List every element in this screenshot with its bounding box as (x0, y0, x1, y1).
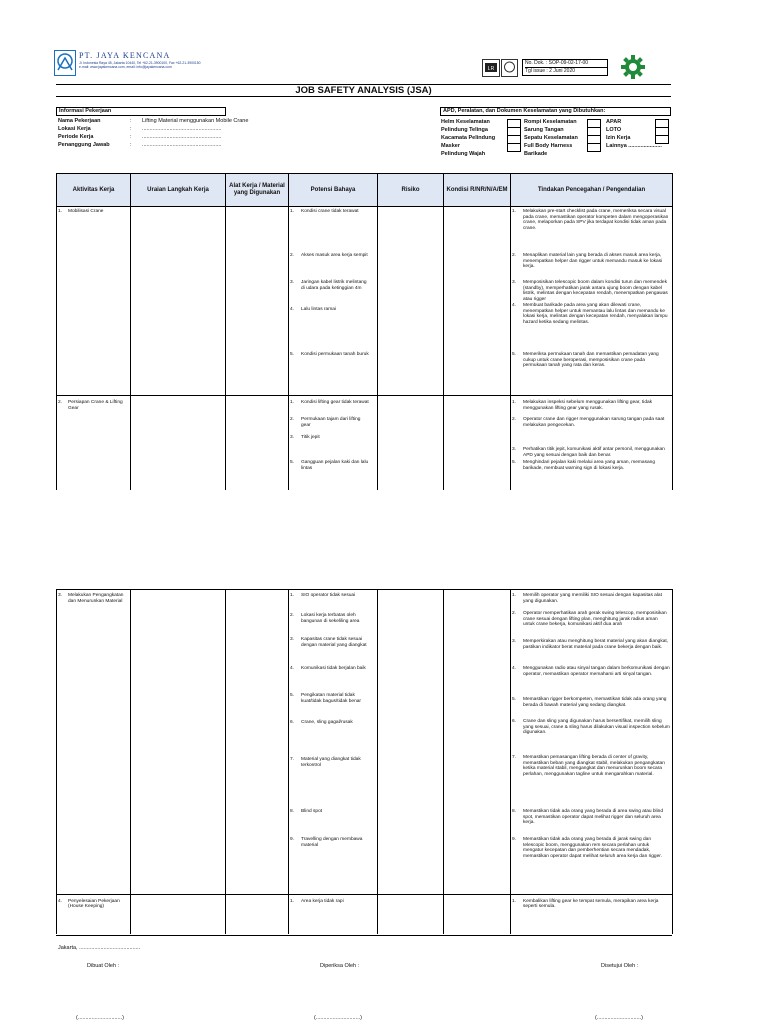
address-line-2: e-mail: www.jayakencana.com, email: info@jayakencana.com (79, 65, 172, 70)
apd-item: Lainnya ...................... (606, 143, 662, 149)
jsa-table-bottom: 3. Melakukan Pengangkatan dan Menurunkan Material 1. SIO operator tidak sesuai 2. Lokasi kerja terbatas oleh bangunan di sekeliling area 3. Kapasitas crane tidak sesuai dengan material yang diangkat 4. Komunikasi tidak berjalan baik 5. Pengikatan material tidak kuat/tidak bagus/tidak benar 6. Crane, sling gagal/rusak 7. Material yang diangkat tidak terkontrol 8. Blind spot 9. Travelling dengan membawa material 1. Memilih operator yang memiliki SIO sesuai dengan kapasitas alat yang digunakan. 2. Operator memperhatikan arah gerak swing telescop, memposisikan crane sesuai dengan lifting plan, menghitung jarak radius aman untuk crane bekerja, komunikasi aktif dua arah 3. Memperkirakan atau menghitung berat material yang akan diangkat, pastikan indikator berat material pada crane bekerja dengan baik. 4. Menggunakan radio atau sinyal tangan dalam berkomunikasi dengan operator, memastikan operator memahami arti sinyal tangan. 5. Memastikan rigger berkompeten, memastikan tidak ada orang yang berada di bawah material yang sedang diangkat. 6. Crane dan sling yang digunakan harus bersertifikat, memilih sling yang sesuai, crane & sling harus dilakukan visual inspection sebelum digunakan. 7. Memastikan pemasangan lifting berada di center of gravity, memastikan beban yang diangkat stabil, melakukan pengangkatan ketika material stabil, mengangkat dan menurunkan boom secara perlahan, menggunakan tagline untuk mengarahkan material. 8. Memastikan tidak ada orang yang berada di area swing atau blind spot, memastikan operator dapat melihat rigger dan seluruh area kerja. 9. Memastikan tidak ada orang yang berada di jarak swing dan telescopic boom, menggunakan rem secara perlahan untuk mengatur kecepatan dan pemberhentian secara mendadak, memastikan operator dapat melihat seluruh area kerja dan rigger. 4. Penyelesaian Pekerjaan (House Keeping) 1. Area kerja tidak rapi 1. Kembalikan lifting gear ke tempat semula, merapikan area kerja seperti semula. (56, 589, 673, 934)
info-value: Lifting Material menggunakan Mobile Crane (142, 118, 249, 124)
info-row (58, 134, 298, 142)
title-bar (56, 84, 671, 97)
approved-by-label: Disetujui Oleh : (601, 963, 639, 969)
col-header-risk: Risiko (378, 174, 444, 207)
info-value: .................................................... (142, 142, 222, 148)
signature-line: (.............................) (76, 1015, 124, 1021)
iso-badges (482, 59, 518, 77)
apd-item: Kacamata Pelindung (441, 135, 496, 141)
info-row (58, 118, 298, 126)
info-label: Periode Kerja (58, 134, 94, 140)
row-divider (56, 935, 672, 936)
page-title: JOB SAFETY ANALYSIS (JSA) (295, 85, 432, 96)
doc-issue-date: Tgl issue : 2 Juni 2020 (525, 67, 607, 75)
info-heading: Informasi Pekerjaan (56, 107, 226, 116)
place-date: Jakarta, ........................................ (58, 945, 141, 951)
apd-list (441, 119, 673, 165)
info-value: .................................................... (142, 126, 222, 132)
apd-item: Rompi Keselamatan (524, 119, 577, 125)
apd-item: APAR (606, 119, 622, 125)
doc-number: No. Dok. : SOP-09-02-17-00 (525, 60, 589, 66)
company-address (79, 61, 279, 70)
col-header-steps: Uraian Langkah Kerja (131, 174, 226, 207)
col-header-condition: Kondisi R/NR/N/A/EM (444, 174, 511, 207)
apd-item: Barikade (524, 151, 548, 157)
info-label: Nama Pekerjaan (58, 118, 101, 124)
info-row (58, 126, 298, 134)
made-by-label: Dibuat Oleh : (87, 963, 120, 969)
company-logo (54, 50, 76, 76)
apd-item: Pelindung Telinga (441, 127, 488, 133)
doc-info-box (522, 59, 608, 76)
gear-logo-icon (621, 55, 645, 79)
checked-by-label: Diperiksa Oleh : (320, 963, 360, 969)
info-colon: : (130, 142, 132, 148)
apd-checkbox[interactable] (507, 143, 521, 152)
apd-item: Sepatu Keselamatan (524, 135, 578, 141)
info-label: Lokasi Kerja (58, 126, 91, 132)
apd-item: Sarung Tangan (524, 127, 564, 133)
address-line-1: Jl. Indonesia Raya 45, Jakarta 10440, Tel +62-21-3900100, Fax +62-21-3900150 (79, 61, 201, 65)
jsa-table-top: Aktivitas Kerja Uraian Langkah Kerja Alat Kerja / Material yang Digunakan Potensi Bahaya Risiko Kondisi R/NR/N/A/EM Tindakan Pencegahan / Pengendalian 1. Mobilisasi Crane 2. Persiapan Crane & Lifting Gear 1. Kondisi crane tidak terawat 2. Akses masuk area kerja sempit 3. Jaringan kabel listrik melintang di udara pada ketinggian 4m 4. Lalu lintas ramai 5. Kondisi permukaan tanah buruk 1. Kondisi lifting gear tidak terawat 2. Permukaan tajam dari lifting gear 3. Titik jepit 5. Gangguan pejalan kaki dan lalu lintas 1. Melakukan pre-start checklist pada crane, memeriksa secara visual pada crane, memastikan operator kompeten dalam mengoperasikan crane, melaporkan pada SPV jika terdapat kondisi tidak aman pada crane. 2. Menaplikan material lain yang berada di akses masuk area kerja, menempatkan helper dan rigger untuk memandu masuk ke lokasi kerja. 3. Memposisikan telescopic boom dalam kondisi turun dan memendek (standby), memperhatikan jarak antara ujung boom dengan kabel listrik, melintas dengan kecepatan rendah, menempatkan pengawas atau rigger 4. Membuat barikade pada area yang akan dilewati crane, menempatkan helper untuk memantau lalu lintas dan memandu ke lokasi kerja, melintas dengan kecepatan rendah, menyalakan lampu hazard ketika sedang melintas. 5. Memeriksa permukaan tanah dan memastikan pemadatan yang cukup untuk crane beroperasi, memposisikan crane pada permukaan tanah yang rata dan keras. 1. Melakukan inspeksi sebelum menggunakan lifting gear, tidak menggunakan lifting gear yang rusak. 2. Operator crane dan rigger menggunakan sarung tangan pada saat melakukan pengecekan. 3. Perhatikan titik jepit, komunikasi aktif antar personil, menggunakan APD yang sesuai dengan baik dan benar. 5. Menghindari pejalan kaki melalui area yang aman, memasang barikade, membuat warning sign di lokasi kerja. (56, 173, 673, 490)
col-header-activity: Aktivitas Kerja (57, 174, 131, 207)
apd-item: Masker (441, 143, 460, 149)
apd-checkbox[interactable] (655, 135, 669, 144)
apd-item: Pelindung Wajah (441, 151, 486, 157)
apd-item: Full Body Harness (524, 143, 573, 149)
apd-item: Izin Kerja (606, 135, 631, 141)
svg-text:LR: LR (487, 66, 495, 72)
apd-item: LOTO (606, 127, 622, 133)
apd-checkbox[interactable] (587, 143, 601, 152)
info-rows (58, 118, 298, 150)
company-name: PT. JAYA KENCANA (79, 51, 171, 60)
col-header-tools: Alat Kerja / Material yang Digunakan (226, 174, 289, 207)
signature-line: (.............................) (595, 1015, 643, 1021)
row-divider (56, 395, 672, 396)
apd-item: Helm Keselamatan (441, 119, 490, 125)
info-colon: : (130, 126, 132, 132)
info-colon: : (130, 134, 132, 140)
signature-line: (.............................) (314, 1015, 362, 1021)
info-value: .................................................... (142, 134, 222, 140)
col-header-hazard: Potensi Bahaya (289, 174, 378, 207)
apd-heading: APD, Peralatan, dan Dokumen Keselamatan yang Dibutuhkan: (440, 107, 671, 116)
info-label: Penanggung Jawab (58, 142, 110, 148)
col-header-control: Tindakan Pencegahan / Pengendalian (511, 174, 673, 207)
info-row (58, 142, 298, 150)
info-colon: : (130, 118, 132, 124)
